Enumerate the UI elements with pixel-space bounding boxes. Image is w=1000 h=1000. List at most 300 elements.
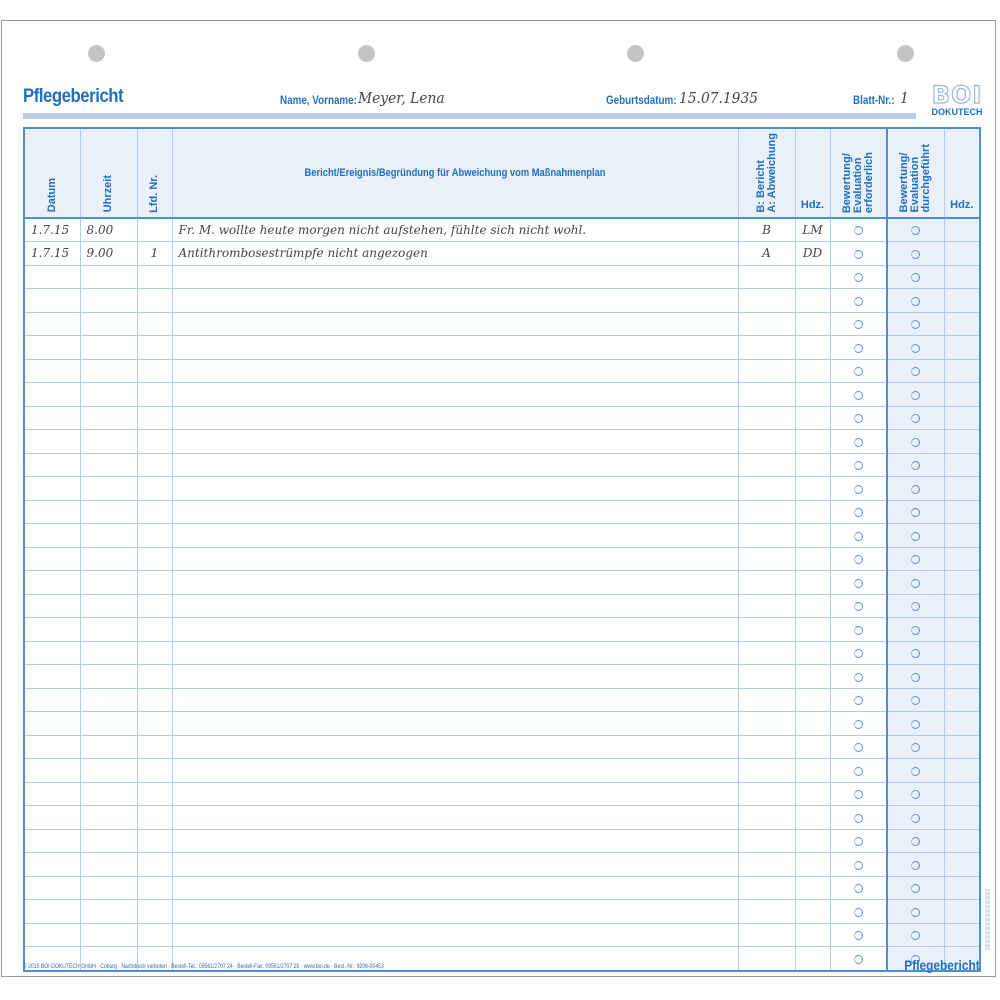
- cell-seq[interactable]: [137, 665, 172, 689]
- cell-eval-required[interactable]: [830, 782, 887, 806]
- cell-type[interactable]: [738, 312, 795, 336]
- checkbox-circle-icon[interactable]: [854, 931, 863, 940]
- cell-eval-done[interactable]: [887, 218, 944, 242]
- cell-sign[interactable]: [795, 735, 830, 759]
- cell-sign[interactable]: [795, 500, 830, 524]
- cell-type[interactable]: [738, 735, 795, 759]
- checkbox-circle-icon[interactable]: [854, 649, 863, 658]
- cell-eval-required[interactable]: [830, 665, 887, 689]
- checkbox-circle-icon[interactable]: [854, 861, 863, 870]
- cell-sign[interactable]: [795, 900, 830, 924]
- cell-eval-required[interactable]: [830, 735, 887, 759]
- cell-date[interactable]: [24, 665, 80, 689]
- checkbox-circle-icon[interactable]: [911, 226, 920, 235]
- cell-seq[interactable]: [137, 359, 172, 383]
- checkbox-circle-icon[interactable]: [911, 884, 920, 893]
- cell-type[interactable]: [738, 453, 795, 477]
- checkbox-circle-icon[interactable]: [911, 250, 920, 259]
- cell-sign[interactable]: [795, 712, 830, 736]
- cell-report[interactable]: [172, 477, 738, 501]
- cell-eval-done[interactable]: [887, 571, 944, 595]
- cell-date[interactable]: [24, 265, 80, 289]
- checkbox-circle-icon[interactable]: [911, 720, 920, 729]
- cell-eval-done[interactable]: [887, 242, 944, 266]
- cell-time[interactable]: [80, 430, 137, 454]
- cell-type[interactable]: [738, 947, 795, 971]
- cell-time[interactable]: [80, 876, 137, 900]
- cell-seq[interactable]: [137, 312, 172, 336]
- checkbox-circle-icon[interactable]: [854, 837, 863, 846]
- cell-date[interactable]: [24, 547, 80, 571]
- cell-time[interactable]: [80, 383, 137, 407]
- cell-eval-required[interactable]: [830, 594, 887, 618]
- checkbox-circle-icon[interactable]: [911, 626, 920, 635]
- cell-report[interactable]: [172, 594, 738, 618]
- checkbox-circle-icon[interactable]: [911, 767, 920, 776]
- cell-eval-done[interactable]: [887, 876, 944, 900]
- checkbox-circle-icon[interactable]: [854, 532, 863, 541]
- cell-sign-2[interactable]: [944, 688, 980, 712]
- cell-type[interactable]: [738, 406, 795, 430]
- cell-sign[interactable]: [795, 430, 830, 454]
- cell-sign-2[interactable]: [944, 853, 980, 877]
- cell-eval-done[interactable]: [887, 524, 944, 548]
- cell-report[interactable]: [172, 383, 738, 407]
- checkbox-circle-icon[interactable]: [854, 626, 863, 635]
- cell-type[interactable]: [738, 665, 795, 689]
- cell-eval-required[interactable]: [830, 336, 887, 360]
- checkbox-circle-icon[interactable]: [911, 743, 920, 752]
- cell-type[interactable]: [738, 688, 795, 712]
- cell-seq[interactable]: [137, 218, 172, 242]
- cell-type[interactable]: [738, 829, 795, 853]
- cell-eval-required[interactable]: [830, 265, 887, 289]
- cell-type[interactable]: [738, 594, 795, 618]
- cell-seq[interactable]: [137, 571, 172, 595]
- cell-seq[interactable]: [137, 430, 172, 454]
- cell-report[interactable]: [172, 829, 738, 853]
- checkbox-circle-icon[interactable]: [911, 861, 920, 870]
- cell-eval-done[interactable]: [887, 665, 944, 689]
- cell-eval-required[interactable]: [830, 759, 887, 783]
- cell-type[interactable]: [738, 336, 795, 360]
- cell-eval-done[interactable]: [887, 759, 944, 783]
- checkbox-circle-icon[interactable]: [911, 367, 920, 376]
- checkbox-circle-icon[interactable]: [854, 250, 863, 259]
- cell-type[interactable]: [738, 265, 795, 289]
- cell-type[interactable]: [738, 618, 795, 642]
- cell-time[interactable]: [80, 712, 137, 736]
- cell-sign[interactable]: [795, 806, 830, 830]
- cell-report[interactable]: [172, 453, 738, 477]
- cell-eval-required[interactable]: [830, 547, 887, 571]
- cell-seq[interactable]: 1: [137, 242, 172, 266]
- cell-report[interactable]: [172, 265, 738, 289]
- cell-date[interactable]: [24, 524, 80, 548]
- cell-time[interactable]: [80, 547, 137, 571]
- checkbox-circle-icon[interactable]: [854, 555, 863, 564]
- cell-eval-required[interactable]: [830, 430, 887, 454]
- cell-seq[interactable]: [137, 524, 172, 548]
- checkbox-circle-icon[interactable]: [854, 884, 863, 893]
- cell-sign[interactable]: [795, 759, 830, 783]
- cell-seq[interactable]: [137, 829, 172, 853]
- cell-seq[interactable]: [137, 923, 172, 947]
- cell-time[interactable]: [80, 735, 137, 759]
- cell-type[interactable]: [738, 712, 795, 736]
- cell-date[interactable]: [24, 359, 80, 383]
- cell-sign[interactable]: [795, 688, 830, 712]
- cell-report[interactable]: [172, 735, 738, 759]
- cell-time[interactable]: [80, 289, 137, 313]
- cell-sign[interactable]: [795, 923, 830, 947]
- cell-eval-required[interactable]: [830, 618, 887, 642]
- checkbox-circle-icon[interactable]: [911, 273, 920, 282]
- cell-type[interactable]: [738, 782, 795, 806]
- checkbox-circle-icon[interactable]: [854, 790, 863, 799]
- checkbox-circle-icon[interactable]: [911, 297, 920, 306]
- cell-time[interactable]: [80, 853, 137, 877]
- cell-time[interactable]: [80, 265, 137, 289]
- checkbox-circle-icon[interactable]: [911, 696, 920, 705]
- cell-eval-done[interactable]: [887, 923, 944, 947]
- cell-seq[interactable]: [137, 500, 172, 524]
- cell-sign-2[interactable]: [944, 242, 980, 266]
- cell-report[interactable]: [172, 359, 738, 383]
- cell-sign-2[interactable]: [944, 218, 980, 242]
- cell-sign-2[interactable]: [944, 312, 980, 336]
- cell-type[interactable]: [738, 759, 795, 783]
- checkbox-circle-icon[interactable]: [854, 273, 863, 282]
- cell-type[interactable]: [738, 500, 795, 524]
- cell-date[interactable]: [24, 477, 80, 501]
- cell-eval-required[interactable]: [830, 312, 887, 336]
- cell-time[interactable]: [80, 571, 137, 595]
- cell-report[interactable]: [172, 289, 738, 313]
- cell-sign-2[interactable]: [944, 500, 980, 524]
- checkbox-circle-icon[interactable]: [854, 367, 863, 376]
- cell-eval-required[interactable]: [830, 712, 887, 736]
- checkbox-circle-icon[interactable]: [911, 814, 920, 823]
- checkbox-circle-icon[interactable]: [854, 767, 863, 776]
- checkbox-circle-icon[interactable]: [911, 391, 920, 400]
- cell-date[interactable]: [24, 806, 80, 830]
- cell-report[interactable]: [172, 641, 738, 665]
- cell-report[interactable]: Antithrombosestrümpfe nicht angezogen: [172, 242, 738, 266]
- cell-time[interactable]: [80, 524, 137, 548]
- cell-eval-done[interactable]: [887, 406, 944, 430]
- checkbox-circle-icon[interactable]: [911, 555, 920, 564]
- cell-date[interactable]: 1.7.15: [24, 242, 80, 266]
- cell-sign[interactable]: [795, 383, 830, 407]
- cell-sign-2[interactable]: [944, 712, 980, 736]
- cell-report[interactable]: [172, 759, 738, 783]
- cell-report[interactable]: [172, 571, 738, 595]
- checkbox-circle-icon[interactable]: [854, 579, 863, 588]
- cell-report[interactable]: [172, 430, 738, 454]
- cell-type[interactable]: A: [738, 242, 795, 266]
- cell-time[interactable]: 8.00: [80, 218, 137, 242]
- cell-sign[interactable]: [795, 312, 830, 336]
- cell-sign[interactable]: [795, 594, 830, 618]
- cell-date[interactable]: [24, 876, 80, 900]
- cell-time[interactable]: [80, 900, 137, 924]
- cell-eval-required[interactable]: [830, 853, 887, 877]
- cell-sign-2[interactable]: [944, 406, 980, 430]
- checkbox-circle-icon[interactable]: [911, 438, 920, 447]
- cell-eval-done[interactable]: [887, 688, 944, 712]
- cell-date[interactable]: [24, 853, 80, 877]
- cell-report[interactable]: [172, 524, 738, 548]
- cell-report[interactable]: [172, 312, 738, 336]
- checkbox-circle-icon[interactable]: [854, 720, 863, 729]
- name-value[interactable]: Meyer, Lena: [358, 89, 445, 107]
- cell-eval-done[interactable]: [887, 265, 944, 289]
- cell-sign[interactable]: DD: [795, 242, 830, 266]
- cell-seq[interactable]: [137, 477, 172, 501]
- cell-eval-done[interactable]: [887, 500, 944, 524]
- cell-seq[interactable]: [137, 618, 172, 642]
- cell-date[interactable]: [24, 641, 80, 665]
- cell-type[interactable]: [738, 900, 795, 924]
- cell-time[interactable]: [80, 336, 137, 360]
- cell-eval-required[interactable]: [830, 383, 887, 407]
- cell-eval-done[interactable]: [887, 430, 944, 454]
- cell-type[interactable]: [738, 289, 795, 313]
- cell-seq[interactable]: [137, 806, 172, 830]
- cell-sign-2[interactable]: [944, 900, 980, 924]
- cell-report[interactable]: Fr. M. wollte heute morgen nicht aufstehen, fühlte sich nicht wohl.: [172, 218, 738, 242]
- cell-eval-done[interactable]: [887, 735, 944, 759]
- cell-seq[interactable]: [137, 735, 172, 759]
- cell-sign[interactable]: LM: [795, 218, 830, 242]
- cell-sign-2[interactable]: [944, 453, 980, 477]
- cell-time[interactable]: [80, 806, 137, 830]
- cell-eval-done[interactable]: [887, 806, 944, 830]
- checkbox-circle-icon[interactable]: [911, 931, 920, 940]
- cell-type[interactable]: [738, 383, 795, 407]
- checkbox-circle-icon[interactable]: [911, 602, 920, 611]
- cell-eval-required[interactable]: [830, 500, 887, 524]
- cell-date[interactable]: [24, 336, 80, 360]
- cell-seq[interactable]: [137, 853, 172, 877]
- cell-eval-required[interactable]: [830, 900, 887, 924]
- checkbox-circle-icon[interactable]: [854, 391, 863, 400]
- cell-sign-2[interactable]: [944, 665, 980, 689]
- cell-type[interactable]: [738, 477, 795, 501]
- cell-eval-required[interactable]: [830, 477, 887, 501]
- cell-seq[interactable]: [137, 289, 172, 313]
- cell-type[interactable]: [738, 547, 795, 571]
- cell-type[interactable]: [738, 359, 795, 383]
- cell-sign[interactable]: [795, 453, 830, 477]
- cell-time[interactable]: [80, 829, 137, 853]
- checkbox-circle-icon[interactable]: [854, 602, 863, 611]
- cell-report[interactable]: [172, 688, 738, 712]
- checkbox-circle-icon[interactable]: [911, 908, 920, 917]
- cell-eval-required[interactable]: [830, 806, 887, 830]
- cell-sign[interactable]: [795, 876, 830, 900]
- cell-report[interactable]: [172, 665, 738, 689]
- cell-report[interactable]: [172, 923, 738, 947]
- cell-seq[interactable]: [137, 759, 172, 783]
- cell-sign-2[interactable]: [944, 336, 980, 360]
- cell-report[interactable]: [172, 806, 738, 830]
- cell-sign-2[interactable]: [944, 571, 980, 595]
- cell-type[interactable]: [738, 571, 795, 595]
- cell-date[interactable]: [24, 735, 80, 759]
- cell-sign-2[interactable]: [944, 477, 980, 501]
- cell-eval-done[interactable]: [887, 359, 944, 383]
- cell-sign[interactable]: [795, 665, 830, 689]
- cell-sign-2[interactable]: [944, 829, 980, 853]
- cell-time[interactable]: [80, 923, 137, 947]
- cell-sign[interactable]: [795, 547, 830, 571]
- cell-seq[interactable]: [137, 712, 172, 736]
- cell-report[interactable]: [172, 900, 738, 924]
- cell-eval-required[interactable]: [830, 876, 887, 900]
- checkbox-circle-icon[interactable]: [854, 226, 863, 235]
- cell-sign[interactable]: [795, 406, 830, 430]
- cell-sign-2[interactable]: [944, 430, 980, 454]
- cell-type[interactable]: [738, 876, 795, 900]
- checkbox-circle-icon[interactable]: [911, 485, 920, 494]
- cell-type[interactable]: [738, 806, 795, 830]
- cell-seq[interactable]: [137, 547, 172, 571]
- cell-sign-2[interactable]: [944, 735, 980, 759]
- cell-sign[interactable]: [795, 289, 830, 313]
- cell-date[interactable]: [24, 312, 80, 336]
- cell-date[interactable]: [24, 289, 80, 313]
- checkbox-circle-icon[interactable]: [911, 579, 920, 588]
- cell-date[interactable]: [24, 923, 80, 947]
- cell-report[interactable]: [172, 876, 738, 900]
- cell-sign-2[interactable]: [944, 359, 980, 383]
- cell-date[interactable]: [24, 406, 80, 430]
- cell-time[interactable]: [80, 759, 137, 783]
- cell-date[interactable]: [24, 688, 80, 712]
- cell-sign[interactable]: [795, 336, 830, 360]
- cell-eval-done[interactable]: [887, 853, 944, 877]
- cell-report[interactable]: [172, 618, 738, 642]
- cell-seq[interactable]: [137, 782, 172, 806]
- cell-sign-2[interactable]: [944, 265, 980, 289]
- cell-eval-required[interactable]: [830, 453, 887, 477]
- cell-eval-done[interactable]: [887, 477, 944, 501]
- cell-report[interactable]: [172, 500, 738, 524]
- cell-eval-required[interactable]: [830, 829, 887, 853]
- cell-eval-done[interactable]: [887, 618, 944, 642]
- cell-sign-2[interactable]: [944, 289, 980, 313]
- cell-type[interactable]: [738, 923, 795, 947]
- cell-date[interactable]: [24, 594, 80, 618]
- cell-report[interactable]: [172, 406, 738, 430]
- cell-sign[interactable]: [795, 829, 830, 853]
- cell-eval-required[interactable]: [830, 571, 887, 595]
- cell-time[interactable]: [80, 500, 137, 524]
- cell-eval-done[interactable]: [887, 641, 944, 665]
- cell-report[interactable]: [172, 712, 738, 736]
- checkbox-circle-icon[interactable]: [854, 955, 863, 964]
- cell-seq[interactable]: [137, 876, 172, 900]
- cell-eval-done[interactable]: [887, 712, 944, 736]
- cell-date[interactable]: [24, 571, 80, 595]
- checkbox-circle-icon[interactable]: [854, 414, 863, 423]
- cell-report[interactable]: [172, 853, 738, 877]
- cell-eval-required[interactable]: [830, 242, 887, 266]
- cell-date[interactable]: [24, 782, 80, 806]
- cell-eval-done[interactable]: [887, 312, 944, 336]
- cell-sign-2[interactable]: [944, 524, 980, 548]
- checkbox-circle-icon[interactable]: [911, 837, 920, 846]
- checkbox-circle-icon[interactable]: [911, 649, 920, 658]
- cell-sign-2[interactable]: [944, 806, 980, 830]
- checkbox-circle-icon[interactable]: [911, 673, 920, 682]
- checkbox-circle-icon[interactable]: [911, 532, 920, 541]
- cell-sign[interactable]: [795, 477, 830, 501]
- cell-eval-done[interactable]: [887, 829, 944, 853]
- cell-sign-2[interactable]: [944, 594, 980, 618]
- cell-eval-required[interactable]: [830, 218, 887, 242]
- checkbox-circle-icon[interactable]: [854, 814, 863, 823]
- checkbox-circle-icon[interactable]: [854, 320, 863, 329]
- cell-sign[interactable]: [795, 641, 830, 665]
- checkbox-circle-icon[interactable]: [854, 508, 863, 517]
- checkbox-circle-icon[interactable]: [854, 673, 863, 682]
- checkbox-circle-icon[interactable]: [854, 908, 863, 917]
- cell-date[interactable]: [24, 500, 80, 524]
- cell-seq[interactable]: [137, 336, 172, 360]
- cell-sign[interactable]: [795, 359, 830, 383]
- cell-sign-2[interactable]: [944, 641, 980, 665]
- cell-seq[interactable]: [137, 900, 172, 924]
- cell-time[interactable]: [80, 594, 137, 618]
- cell-date[interactable]: 1.7.15: [24, 218, 80, 242]
- cell-eval-done[interactable]: [887, 453, 944, 477]
- cell-sign-2[interactable]: [944, 759, 980, 783]
- cell-sign[interactable]: [795, 265, 830, 289]
- cell-eval-done[interactable]: [887, 900, 944, 924]
- cell-eval-required[interactable]: [830, 289, 887, 313]
- cell-sign[interactable]: [795, 782, 830, 806]
- cell-type[interactable]: [738, 853, 795, 877]
- cell-time[interactable]: [80, 688, 137, 712]
- cell-date[interactable]: [24, 430, 80, 454]
- cell-sign-2[interactable]: [944, 782, 980, 806]
- cell-time[interactable]: [80, 359, 137, 383]
- cell-date[interactable]: [24, 829, 80, 853]
- cell-time[interactable]: [80, 618, 137, 642]
- cell-date[interactable]: [24, 759, 80, 783]
- cell-type[interactable]: [738, 641, 795, 665]
- sheet-number-value[interactable]: 1: [900, 89, 909, 107]
- checkbox-circle-icon[interactable]: [854, 743, 863, 752]
- cell-report[interactable]: [172, 336, 738, 360]
- cell-eval-done[interactable]: [887, 782, 944, 806]
- cell-date[interactable]: [24, 900, 80, 924]
- checkbox-circle-icon[interactable]: [854, 461, 863, 470]
- cell-eval-done[interactable]: [887, 336, 944, 360]
- checkbox-circle-icon[interactable]: [911, 344, 920, 353]
- cell-seq[interactable]: [137, 453, 172, 477]
- cell-sign-2[interactable]: [944, 876, 980, 900]
- cell-seq[interactable]: [137, 688, 172, 712]
- cell-eval-required[interactable]: [830, 524, 887, 548]
- cell-eval-required[interactable]: [830, 688, 887, 712]
- cell-date[interactable]: [24, 618, 80, 642]
- cell-time[interactable]: 9.00: [80, 242, 137, 266]
- checkbox-circle-icon[interactable]: [854, 485, 863, 494]
